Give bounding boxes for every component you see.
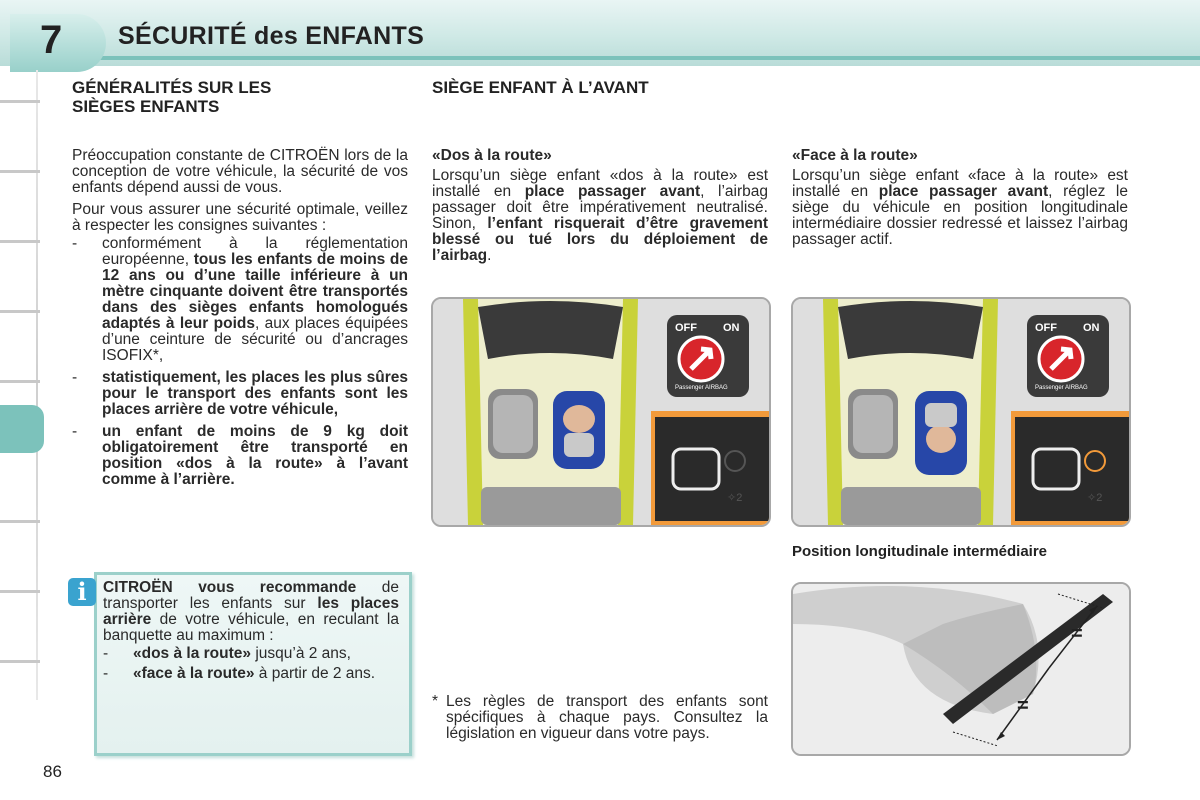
text-span: , réglez le siège du véhicule en position longitudinale intermédiaire dossier redressé et laissez l’airbag passager actif. [792, 183, 1128, 248]
bullet-dash: - [103, 665, 109, 682]
seat-position-illustration [791, 582, 1131, 756]
left-body [72, 148, 408, 488]
paragraph [432, 168, 768, 264]
bold-span: CITROËN vous recommande [103, 579, 357, 596]
bullet-text: statistiquement, les places les plus sûres pour le transport des enfants sont les places arrière de votre véhicule, [102, 369, 408, 418]
side-tab[interactable] [0, 170, 40, 173]
text-span: , aux places équipées d’une ceinture de sécurité ou d’ancrages ISOFIX*, [102, 315, 408, 364]
side-tab[interactable] [0, 590, 40, 593]
airbag-off-label: OFF [675, 322, 697, 334]
airbag-off-label: OFF [1035, 322, 1057, 334]
text-span: à partir de 2 ans. [254, 665, 376, 682]
list-item [103, 646, 399, 662]
text-span: , l’airbag passager doit être impérativement neutralisé. Sinon, [432, 183, 768, 232]
heading-line: GÉNÉRALITÉS SUR LES [72, 78, 272, 97]
side-tab[interactable] [0, 100, 40, 103]
text-span: de transporter les enfants sur [103, 579, 399, 612]
side-tab[interactable] [0, 660, 40, 663]
list-item [103, 666, 399, 682]
forward-facing-text [792, 148, 1128, 248]
bullet-text [133, 666, 399, 682]
car-top-view-forward-facing [793, 299, 1129, 525]
paragraph: Préoccupation constante de CITROËN lors de la conception de votre véhicule, la sécurité de vos enfants dépend aussi de vous. [72, 147, 408, 196]
bullet-dash: - [72, 423, 78, 440]
list-item [72, 424, 408, 488]
bold-span: «dos à la route» [133, 645, 252, 662]
rear-facing-illustration [431, 297, 771, 527]
side-tab[interactable] [0, 520, 40, 523]
rear-facing-text [432, 148, 768, 264]
footnote-text: Les règles de transport des enfants sont spécifiques à chaque pays. Consultez la législation en vigueur dans votre pays. [446, 693, 768, 742]
bold-span: «face à la route» [133, 665, 255, 682]
text-span: jusqu’à 2 ans, [251, 645, 351, 662]
bullet-text [133, 646, 399, 662]
chapter-number: 7 [40, 18, 63, 62]
car-top-view-rear-facing [433, 299, 769, 525]
equal-marker: = [1071, 623, 1083, 645]
bold-span: tous les enfants de moins de 12 ans ou d’une taille inférieure à un mètre cinquante doivent être transportés dans des sièges enfants homologués adaptés à leur poids [102, 251, 409, 332]
paragraph [792, 168, 1128, 248]
text-span: . [487, 247, 492, 264]
page-title: SÉCURITÉ des ENFANTS [118, 22, 425, 50]
airbag-on-label: ON [723, 322, 740, 334]
footnote [432, 694, 768, 742]
airbag-indicator-icon: ✧2 [727, 492, 743, 504]
left-heading [72, 78, 412, 116]
page-number: 86 [43, 762, 62, 781]
text-span: Lorsqu’un siège enfant «dos à la route» est installé en [432, 167, 768, 200]
subheading: «Face à la route» [792, 147, 918, 164]
header-underline [96, 56, 1200, 60]
bullet-dash: - [103, 645, 109, 662]
bold-span: l’enfant risquerait d’être gravement blessé ou tué lors du déploiement de l’airbag [432, 215, 768, 264]
list-item [72, 236, 408, 364]
bold-span: place passager avant [878, 183, 1049, 200]
subheading: «Dos à la route» [432, 147, 552, 164]
bold-span: les places arrière [103, 595, 400, 628]
seat-position-caption: Position longitudinale intermédiaire [792, 543, 1048, 560]
airbag-side-label: Passenger AIRBAG [675, 385, 728, 391]
list-item [72, 370, 408, 418]
text-span: conformément à la réglementation européenne, [102, 235, 408, 268]
side-rail-line [36, 70, 38, 700]
seat-rail-diagram [793, 584, 1129, 754]
heading-line: SIÈGES ENFANTS [72, 97, 220, 116]
text-span: Lorsqu’un siège enfant «face à la route» est installé en [792, 167, 1128, 200]
side-tab-rail [0, 70, 36, 700]
side-tab-active[interactable] [0, 405, 44, 453]
info-icon: i [68, 578, 96, 606]
text-span: de votre véhicule, en reculant la banquette au maximum : [103, 611, 399, 644]
airbag-indicator-icon: ✧2 [1087, 492, 1103, 504]
bold-span: place passager avant [524, 183, 701, 200]
bullet-dash: - [72, 369, 78, 386]
equal-marker: = [1017, 695, 1029, 717]
section-heading: SIÈGE ENFANT À L’AVANT [432, 78, 649, 97]
bullet-dash: - [72, 235, 78, 252]
footnote-mark: * [432, 693, 439, 710]
bullet-text [102, 236, 408, 364]
forward-facing-illustration [791, 297, 1131, 527]
paragraph [103, 580, 399, 644]
paragraph: Pour vous assurer une sécurité optimale, veillez à respecter les consignes suivantes : [72, 201, 408, 234]
airbag-side-label: Passenger AIRBAG [1035, 385, 1088, 391]
bullet-text: un enfant de moins de 9 kg doit obligatoirement être transporté en position «dos à la route» à l’avant comme à l’arrière. [102, 423, 408, 488]
side-tab[interactable] [0, 380, 40, 383]
info-text [103, 580, 399, 682]
airbag-on-label: ON [1083, 322, 1100, 334]
side-tab[interactable] [0, 240, 40, 243]
side-tab[interactable] [0, 310, 40, 313]
